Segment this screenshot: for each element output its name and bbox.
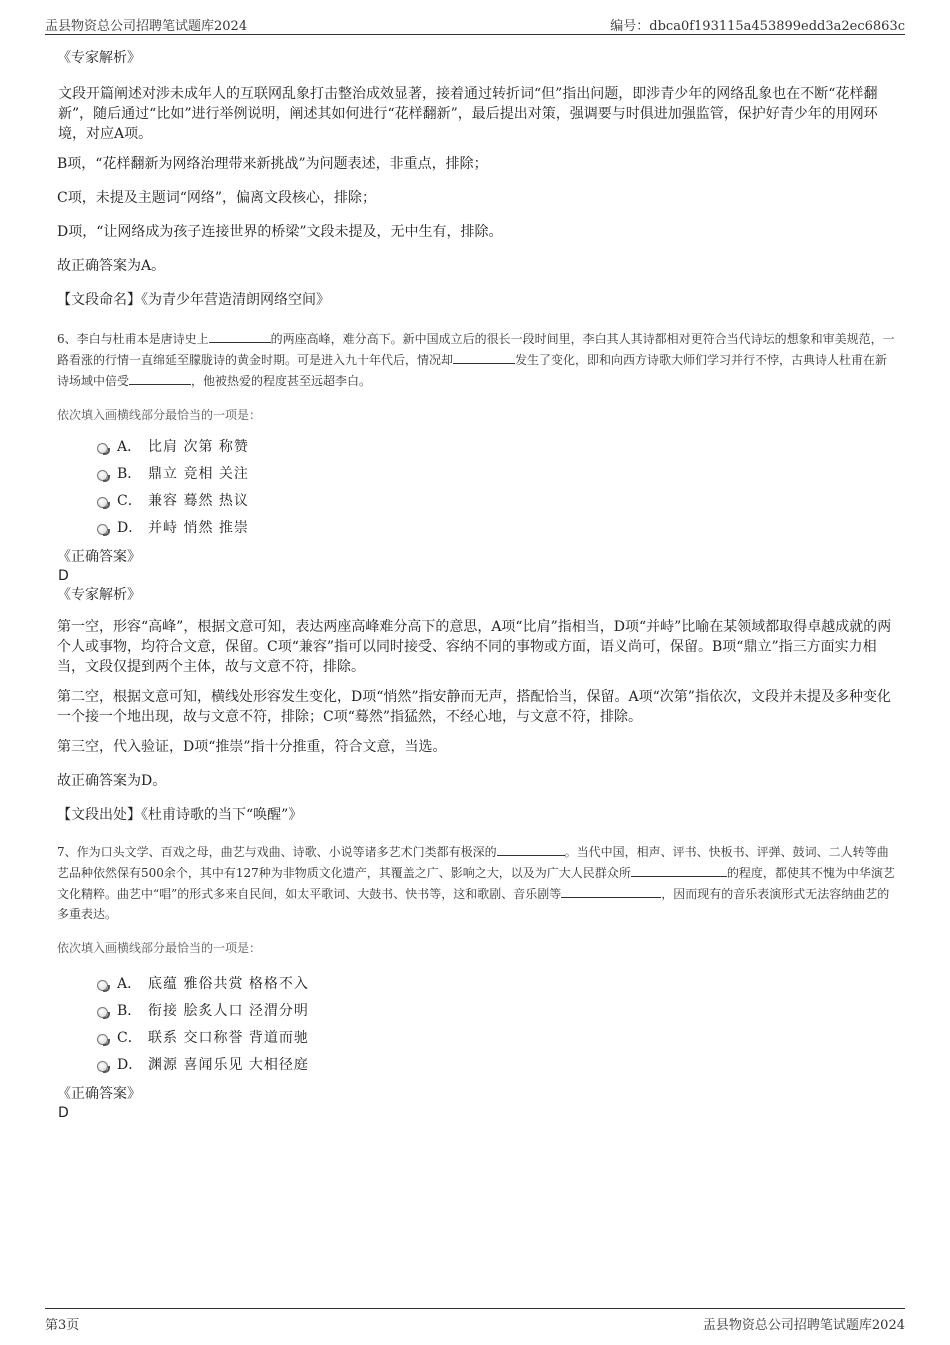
option-b[interactable]: B． 鼎立 竞相 关注 <box>57 462 897 489</box>
option-a[interactable]: A． 比肩 次第 称赞 <box>57 435 897 462</box>
option-d[interactable]: D． 渊源 喜闻乐见 大相径庭 <box>57 1053 897 1080</box>
option-a[interactable]: A． 底蕴 雅俗共赏 格格不入 <box>57 972 897 999</box>
header-serial: 编号：dbca0f193115a453899edd3a2ec6863c <box>610 19 905 34</box>
radio-icon[interactable] <box>97 497 108 508</box>
analysis-paragraph: 第二空，根据文意可知，横线处形容发生变化，D项“悄然”指安静而无声，搭配恰当，保留。A项“次第”指依次，文段并未提及多种变化一个接一个地出现，故与文意不符，排除；C项“蓦然”指猛然，不经心地，与文意不符，排除。 <box>57 689 891 725</box>
question-6-prompt: 依次填入画横线部分最恰当的一项是： <box>57 408 262 422</box>
option-c[interactable]: C． 兼容 蓦然 热议 <box>57 489 897 516</box>
fill-blank <box>209 328 271 343</box>
radio-icon[interactable] <box>97 1007 108 1018</box>
radio-icon[interactable] <box>97 1034 108 1045</box>
analysis-paragraph: D项，“让网络成为孩子连接世界的桥梁”文段未提及，无中生有，排除。 <box>57 224 503 240</box>
passage-source: 【文段出处】《杜甫诗歌的当下“唤醒”》 <box>57 807 303 823</box>
option-c[interactable]: C． 联系 交口称誉 背道而驰 <box>57 1026 897 1053</box>
analysis-label: 《专家解析》 <box>57 50 141 66</box>
option-d[interactable]: D． 并峙 悄然 推崇 <box>57 516 897 543</box>
radio-icon[interactable] <box>97 470 108 481</box>
page-footer <box>45 1308 905 1331</box>
fill-blank <box>497 841 565 856</box>
radio-icon[interactable] <box>97 1061 108 1072</box>
analysis-paragraph: B项，“花样翻新为网络治理带来新挑战”为问题表述，非重点，排除； <box>57 156 488 172</box>
analysis-paragraph: C项，未提及主题词“网络”，偏离文段核心，排除； <box>57 190 377 206</box>
analysis-paragraph: 第一空，形容“高峰”，根据文意可知，表达两座高峰难分高下的意思，A项“比肩”指相当，D项“并峙”比喻在某领域都取得卓越成就的两个人或事物，均符合文意，保留。C项“兼容”指可以同时接受、容纳不同的事物或方面，语义尚可，保留。B项“鼎立”指三方面实力相当，文段仅提到两个主体，故与文意不符，排除。 <box>57 619 892 675</box>
answer-statement: 故正确答案为D。 <box>57 773 167 789</box>
analysis-paragraph: 第三空，代入验证，D项“推崇”指十分推重，符合文意，当选。 <box>57 739 447 755</box>
correct-answer: D <box>58 568 69 584</box>
page-number: 第3页 <box>45 1318 80 1333</box>
answer-label: 《正确答案》 <box>57 549 141 565</box>
correct-answer: D <box>58 1105 69 1121</box>
analysis-paragraph: 文段开篇阐述对涉未成年人的互联网乱象打击整治成效显著，接着通过转折词“但”指出问题，即涉青少年的网络乱象也在不断“花样翻新”，随后通过“比如”进行举例说明，阐述其如何进行“花样翻新”，最后提出对策，强调要与时俱进加强监管，保护好青少年的用网环境，对应A项。 <box>58 86 878 142</box>
question-7-options <box>57 972 897 1080</box>
footer-title: 盂县物资总公司招聘笔试题库2024 <box>702 1318 905 1333</box>
question-7-stem: 7、作为口头文学、百戏之母，曲艺与戏曲、诗歌、小说等诸多艺术门类都有极深的 。当代中国，相声、评书、快板书、评弹、鼓词、二人转等曲艺品种依然保有500余个，其中有127种为非物质文化遗产，其覆盖之广、影响之大，以及为广大人民群众所 的程度，都使其不愧为中华演艺文化精粹。曲艺中“唱”的形式多来自民间，如太平歌词、大鼓书、快书等，这和歌剧、音乐剧等 ，因而现有的音乐表演形式无法容纳曲艺的多重表达。 <box>57 841 897 924</box>
radio-icon[interactable] <box>97 524 108 535</box>
option-b[interactable]: B． 衔接 脍炙人口 泾渭分明 <box>57 999 897 1026</box>
radio-icon[interactable] <box>97 980 108 991</box>
question-6-stem: 6、李白与杜甫本是唐诗史上 的两座高峰，难分高下。新中国成立后的很长一段时间里，李白其人其诗都相对更符合当代诗坛的想象和审美规范，一路看涨的行情一直绵延至朦胧诗的黄金时期。可是进入九十年代后，情况却 发生了变化，即和向西方诗歌大师们学习并行不悖，古典诗人杜甫在新诗场域中倍受 ，他被热爱的程度甚至远超李白。 <box>57 328 897 391</box>
answer-label: 《正确答案》 <box>57 1086 141 1102</box>
answer-statement: 故正确答案为A。 <box>57 258 166 274</box>
analysis-label: 《专家解析》 <box>57 587 141 603</box>
fill-blank <box>631 862 727 877</box>
fill-blank <box>453 349 515 364</box>
question-7-prompt: 依次填入画横线部分最恰当的一项是： <box>57 941 262 955</box>
page-header <box>45 12 905 35</box>
question-6-options <box>57 435 897 543</box>
radio-icon[interactable] <box>97 443 108 454</box>
fill-blank <box>129 370 191 385</box>
header-title: 盂县物资总公司招聘笔试题库2024 <box>45 19 248 34</box>
passage-title: 【文段命名】《为青少年营造清朗网络空间》 <box>57 292 330 308</box>
page-content <box>57 44 897 1122</box>
fill-blank <box>561 883 661 898</box>
